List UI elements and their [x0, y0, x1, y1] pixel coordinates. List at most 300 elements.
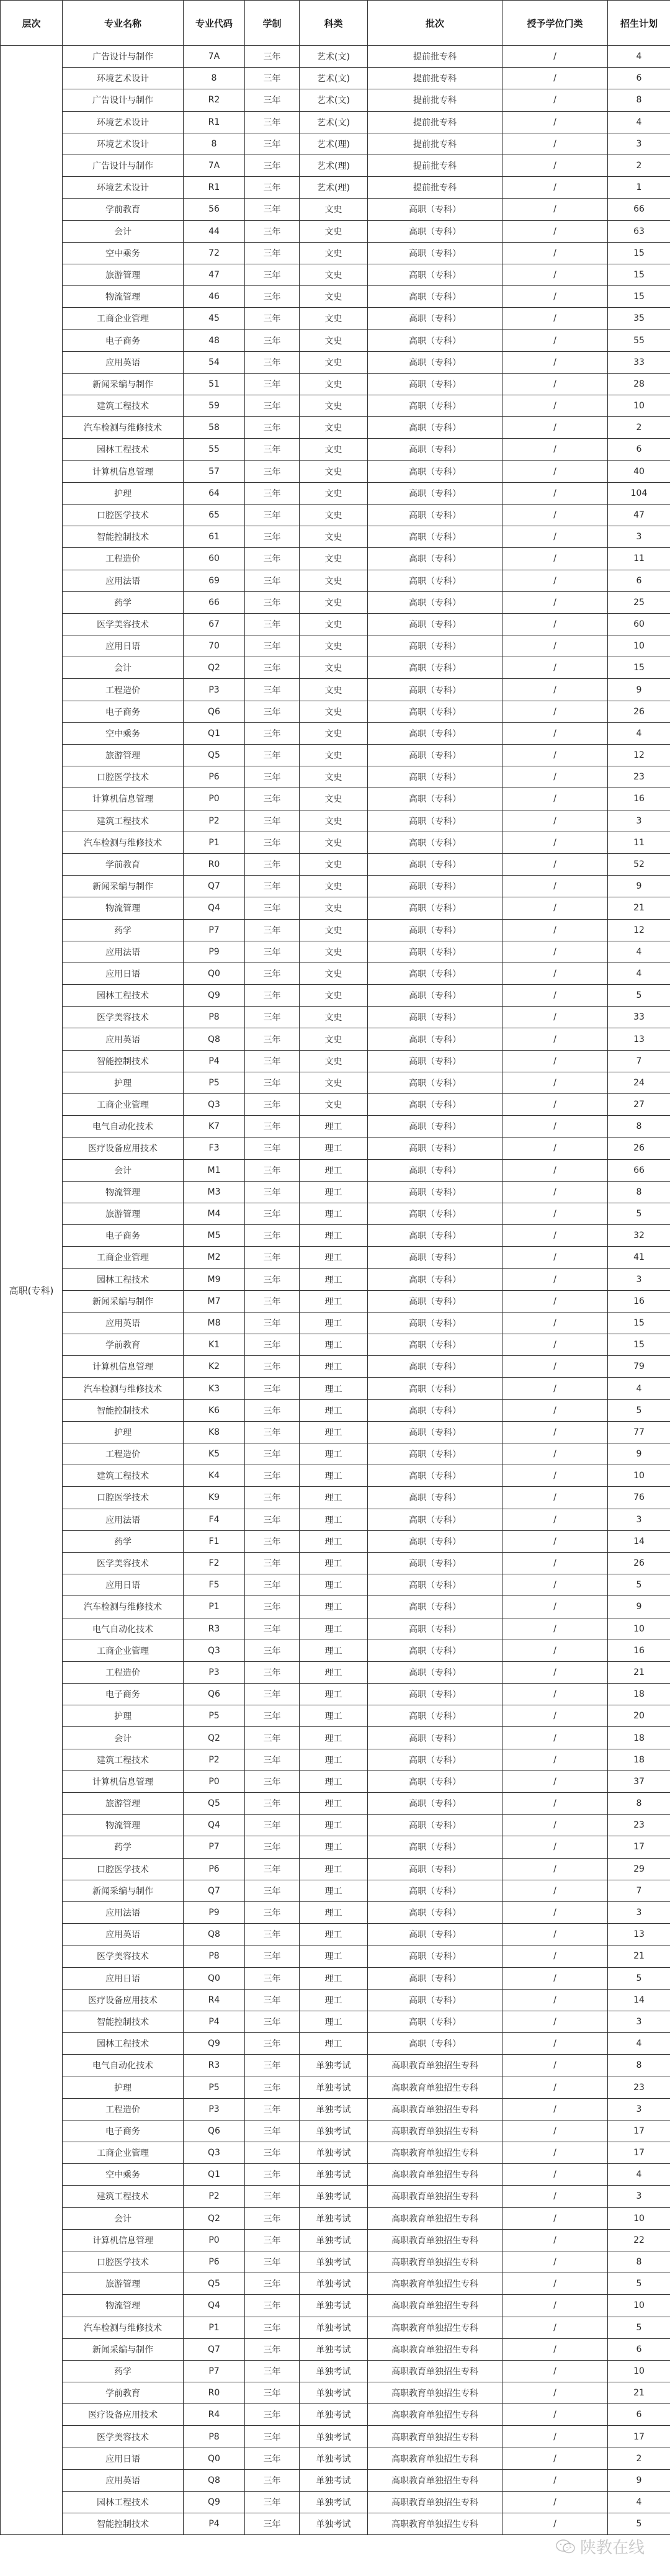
batch-cell: 提前批专科: [368, 46, 502, 68]
major-code-cell: Q8: [184, 1924, 245, 1945]
major-name-cell: 应用英语: [63, 351, 184, 373]
category-cell: 理工: [300, 1749, 368, 1770]
enrollment-plan-cell: 3: [608, 2011, 670, 2032]
duration-cell: 三年: [245, 1399, 300, 1421]
duration-cell: 三年: [245, 1094, 300, 1116]
degree-type-cell: /: [502, 1880, 608, 1901]
major-code-cell: 51: [184, 373, 245, 395]
table-row: [1, 504, 670, 526]
major-code-cell: R4: [184, 1989, 245, 2011]
major-code-cell: P5: [184, 2076, 245, 2098]
major-name-cell: 智能控制技术: [63, 526, 184, 548]
degree-type-cell: /: [502, 919, 608, 941]
enrollment-plan-cell: 4: [608, 46, 670, 68]
degree-type-cell: /: [502, 177, 608, 199]
degree-type-cell: /: [502, 745, 608, 766]
duration-cell: 三年: [245, 1203, 300, 1224]
table-row: [1, 1356, 670, 1378]
batch-cell: 高职（专科）: [368, 1509, 502, 1530]
category-cell: 单独考试: [300, 2142, 368, 2164]
category-cell: 单独考试: [300, 2382, 368, 2404]
batch-cell: 高职（专科）: [368, 1290, 502, 1312]
degree-type-cell: /: [502, 308, 608, 330]
batch-cell: 高职（专科）: [368, 897, 502, 919]
batch-cell: 高职（专科）: [368, 853, 502, 875]
duration-cell: 三年: [245, 679, 300, 701]
major-name-cell: 药学: [63, 1530, 184, 1552]
major-code-cell: P4: [184, 2011, 245, 2032]
degree-type-cell: /: [502, 1836, 608, 1858]
duration-cell: 三年: [245, 1574, 300, 1596]
major-name-cell: 新闻采编与制作: [63, 2338, 184, 2360]
category-cell: 文史: [300, 220, 368, 242]
enrollment-plan-cell: 7: [608, 1880, 670, 1901]
table-row: [1, 89, 670, 111]
enrollment-plan-cell: 13: [608, 1028, 670, 1050]
category-cell: 理工: [300, 1552, 368, 1574]
batch-cell: 提前批专科: [368, 155, 502, 176]
category-cell: 理工: [300, 1399, 368, 1421]
major-code-cell: 45: [184, 308, 245, 330]
enrollment-plan-cell: 33: [608, 351, 670, 373]
batch-cell: 高职（专科）: [368, 2011, 502, 2032]
table-row: [1, 2273, 670, 2295]
header-category: 科类: [300, 1, 368, 46]
enrollment-plan-cell: 4: [608, 722, 670, 744]
major-name-cell: 园林工程技术: [63, 2033, 184, 2055]
major-name-cell: 电气自动化技术: [63, 2055, 184, 2076]
major-name-cell: 计算机信息管理: [63, 460, 184, 482]
major-code-cell: Q3: [184, 1094, 245, 1116]
duration-cell: 三年: [245, 1705, 300, 1727]
duration-cell: 三年: [245, 133, 300, 155]
enrollment-plan-cell: 32: [608, 1225, 670, 1247]
enrollment-plan-cell: 21: [608, 1945, 670, 1967]
category-cell: 单独考试: [300, 2317, 368, 2338]
degree-type-cell: /: [502, 810, 608, 832]
batch-cell: 高职教育单独招生专科: [368, 2360, 502, 2382]
category-cell: 理工: [300, 1727, 368, 1749]
category-cell: 文史: [300, 351, 368, 373]
major-code-cell: R2: [184, 89, 245, 111]
degree-type-cell: /: [502, 1574, 608, 1596]
major-code-cell: 70: [184, 635, 245, 657]
major-name-cell: 应用英语: [63, 1028, 184, 1050]
enrollment-plan-cell: 25: [608, 591, 670, 613]
major-name-cell: 建筑工程技术: [63, 1749, 184, 1770]
enrollment-plan-cell: 3: [608, 2098, 670, 2120]
category-cell: 艺术(文): [300, 111, 368, 133]
major-name-cell: 工程造价: [63, 2098, 184, 2120]
duration-cell: 三年: [245, 373, 300, 395]
category-cell: 单独考试: [300, 2513, 368, 2535]
category-cell: 文史: [300, 876, 368, 897]
major-code-cell: Q0: [184, 1967, 245, 1989]
degree-type-cell: /: [502, 1094, 608, 1116]
category-cell: 文史: [300, 963, 368, 984]
header-major-code: 专业代码: [184, 1, 245, 46]
major-name-cell: 护理: [63, 1072, 184, 1093]
duration-cell: 三年: [245, 1138, 300, 1159]
enrollment-plan-cell: 3: [608, 1268, 670, 1290]
table-row: [1, 941, 670, 963]
degree-type-cell: /: [502, 1618, 608, 1640]
major-name-cell: 电子商务: [63, 2120, 184, 2142]
batch-cell: 高职（专科）: [368, 395, 502, 417]
table-row: [1, 482, 670, 504]
degree-type-cell: /: [502, 1967, 608, 1989]
major-code-cell: 66: [184, 591, 245, 613]
duration-cell: 三年: [245, 330, 300, 351]
category-cell: 文史: [300, 853, 368, 875]
duration-cell: 三年: [245, 1836, 300, 1858]
major-code-cell: M4: [184, 1203, 245, 1224]
table-row: [1, 1443, 670, 1465]
category-cell: 单独考试: [300, 2076, 368, 2098]
duration-cell: 三年: [245, 482, 300, 504]
enrollment-plan-cell: 5: [608, 985, 670, 1007]
batch-cell: 提前批专科: [368, 111, 502, 133]
batch-cell: 高职（专科）: [368, 1203, 502, 1224]
batch-cell: 高职（专科）: [368, 1247, 502, 1268]
major-name-cell: 广告设计与制作: [63, 46, 184, 68]
table-row: [1, 395, 670, 417]
duration-cell: 三年: [245, 1465, 300, 1487]
enrollment-plan-cell: 16: [608, 788, 670, 810]
major-name-cell: 建筑工程技术: [63, 2186, 184, 2207]
major-name-cell: 电子商务: [63, 1225, 184, 1247]
duration-cell: 三年: [245, 1815, 300, 1836]
degree-type-cell: /: [502, 2273, 608, 2295]
major-code-cell: Q2: [184, 1727, 245, 1749]
major-code-cell: Q1: [184, 722, 245, 744]
category-cell: 单独考试: [300, 2492, 368, 2513]
degree-type-cell: /: [502, 1443, 608, 1465]
category-cell: 理工: [300, 1618, 368, 1640]
batch-cell: 高职（专科）: [368, 1858, 502, 1880]
major-name-cell: 环境艺术设计: [63, 133, 184, 155]
major-code-cell: P2: [184, 810, 245, 832]
duration-cell: 三年: [245, 591, 300, 613]
major-code-cell: P0: [184, 2229, 245, 2251]
major-code-cell: Q2: [184, 2207, 245, 2229]
enrollment-plan-cell: 8: [608, 89, 670, 111]
major-name-cell: 药学: [63, 919, 184, 941]
duration-cell: 三年: [245, 919, 300, 941]
enrollment-plan-cell: 8: [608, 2055, 670, 2076]
duration-cell: 三年: [245, 2164, 300, 2186]
enrollment-plan-cell: 5: [608, 1203, 670, 1224]
table-row: [1, 810, 670, 832]
major-name-cell: 工商企业管理: [63, 1640, 184, 1661]
table-row: [1, 679, 670, 701]
batch-cell: 高职（专科）: [368, 1684, 502, 1705]
major-code-cell: 55: [184, 439, 245, 460]
enrollment-plan-cell: 15: [608, 264, 670, 285]
duration-cell: 三年: [245, 177, 300, 199]
table-row: [1, 2513, 670, 2535]
batch-cell: 高职（专科）: [368, 526, 502, 548]
degree-type-cell: /: [502, 68, 608, 89]
degree-type-cell: /: [502, 1793, 608, 1815]
enrollment-plan-cell: 10: [608, 2360, 670, 2382]
degree-type-cell: /: [502, 1334, 608, 1356]
category-cell: 理工: [300, 1509, 368, 1530]
degree-type-cell: /: [502, 766, 608, 788]
enrollment-plan-cell: 4: [608, 963, 670, 984]
category-cell: 单独考试: [300, 2098, 368, 2120]
enrollment-plan-cell: 11: [608, 548, 670, 570]
table-row: [1, 1793, 670, 1815]
major-code-cell: P8: [184, 2426, 245, 2448]
major-code-cell: 56: [184, 199, 245, 220]
major-name-cell: 药学: [63, 2360, 184, 2382]
major-code-cell: R1: [184, 111, 245, 133]
major-name-cell: 应用法语: [63, 941, 184, 963]
table-row: [1, 1159, 670, 1181]
duration-cell: 三年: [245, 1793, 300, 1815]
enrollment-plan-cell: 27: [608, 1094, 670, 1116]
duration-cell: 三年: [245, 220, 300, 242]
table-row: [1, 2120, 670, 2142]
category-cell: 文史: [300, 810, 368, 832]
major-name-cell: 智能控制技术: [63, 1050, 184, 1072]
category-cell: 理工: [300, 1356, 368, 1378]
enrollment-plan-cell: 6: [608, 68, 670, 89]
table-row: [1, 2469, 670, 2491]
major-code-cell: 72: [184, 242, 245, 264]
batch-cell: 高职（专科）: [368, 1793, 502, 1815]
major-code-cell: M9: [184, 1268, 245, 1290]
table-row: [1, 111, 670, 133]
degree-type-cell: /: [502, 1596, 608, 1618]
batch-cell: 高职（专科）: [368, 941, 502, 963]
category-cell: 文史: [300, 1072, 368, 1093]
major-code-cell: Q6: [184, 701, 245, 722]
batch-cell: 高职（专科）: [368, 1050, 502, 1072]
major-name-cell: 汽车检测与维修技术: [63, 417, 184, 439]
duration-cell: 三年: [245, 2448, 300, 2469]
batch-cell: 高职教育单独招生专科: [368, 2251, 502, 2273]
enrollment-plan-cell: 77: [608, 1421, 670, 1443]
batch-cell: 高职（专科）: [368, 919, 502, 941]
duration-cell: 三年: [245, 1247, 300, 1268]
degree-type-cell: /: [502, 2055, 608, 2076]
category-cell: 理工: [300, 1836, 368, 1858]
major-code-cell: F1: [184, 1530, 245, 1552]
category-cell: 文史: [300, 330, 368, 351]
enrollment-plan-cell: 47: [608, 504, 670, 526]
batch-cell: 高职（专科）: [368, 1815, 502, 1836]
table-row: [1, 2164, 670, 2186]
table-row: [1, 548, 670, 570]
category-cell: 文史: [300, 286, 368, 308]
category-cell: 单独考试: [300, 2469, 368, 2491]
batch-cell: 高职教育单独招生专科: [368, 2229, 502, 2251]
batch-cell: 高职（专科）: [368, 876, 502, 897]
table-row: [1, 199, 670, 220]
major-name-cell: 学前教育: [63, 199, 184, 220]
batch-cell: 高职教育单独招生专科: [368, 2469, 502, 2491]
major-name-cell: 应用英语: [63, 1924, 184, 1945]
degree-type-cell: /: [502, 876, 608, 897]
batch-cell: 高职（专科）: [368, 373, 502, 395]
batch-cell: 高职教育单独招生专科: [368, 2513, 502, 2535]
major-code-cell: P3: [184, 1661, 245, 1683]
category-cell: 单独考试: [300, 2426, 368, 2448]
major-name-cell: 工商企业管理: [63, 1247, 184, 1268]
table-row: [1, 264, 670, 285]
degree-type-cell: /: [502, 2142, 608, 2164]
table-row: [1, 1094, 670, 1116]
enrollment-plan-cell: 24: [608, 1072, 670, 1093]
major-name-cell: 医学美容技术: [63, 1945, 184, 1967]
major-code-cell: 7A: [184, 46, 245, 68]
batch-cell: 高职教育单独招生专科: [368, 2186, 502, 2207]
degree-type-cell: /: [502, 1268, 608, 1290]
category-cell: 单独考试: [300, 2164, 368, 2186]
category-cell: 理工: [300, 1465, 368, 1487]
duration-cell: 三年: [245, 286, 300, 308]
degree-type-cell: /: [502, 2513, 608, 2535]
batch-cell: 高职（专科）: [368, 745, 502, 766]
major-name-cell: 医疗设备应用技术: [63, 2404, 184, 2426]
category-cell: 理工: [300, 1116, 368, 1138]
major-name-cell: 会计: [63, 1727, 184, 1749]
degree-type-cell: /: [502, 155, 608, 176]
duration-cell: 三年: [245, 264, 300, 285]
major-code-cell: Q3: [184, 2142, 245, 2164]
table-row: [1, 351, 670, 373]
table-row: [1, 635, 670, 657]
enrollment-plan-cell: 5: [608, 1574, 670, 1596]
enrollment-plan-cell: 13: [608, 1924, 670, 1945]
duration-cell: 三年: [245, 745, 300, 766]
duration-cell: 三年: [245, 1640, 300, 1661]
batch-cell: 高职教育单独招生专科: [368, 2426, 502, 2448]
table-row: [1, 1684, 670, 1705]
table-row: [1, 2033, 670, 2055]
enrollment-plan-cell: 18: [608, 1727, 670, 1749]
major-code-cell: K3: [184, 1378, 245, 1399]
table-row: [1, 220, 670, 242]
duration-cell: 三年: [245, 242, 300, 264]
table-row: [1, 1967, 670, 1989]
batch-cell: 高职（专科）: [368, 722, 502, 744]
table-row: [1, 2229, 670, 2251]
enrollment-plan-cell: 11: [608, 832, 670, 853]
table-row: [1, 1618, 670, 1640]
batch-cell: 高职（专科）: [368, 591, 502, 613]
major-name-cell: 物流管理: [63, 2295, 184, 2317]
category-cell: 理工: [300, 1138, 368, 1159]
major-code-cell: P7: [184, 919, 245, 941]
degree-type-cell: /: [502, 985, 608, 1007]
major-code-cell: M7: [184, 1290, 245, 1312]
degree-type-cell: /: [502, 963, 608, 984]
duration-cell: 三年: [245, 199, 300, 220]
major-code-cell: Q5: [184, 745, 245, 766]
duration-cell: 三年: [245, 2273, 300, 2295]
duration-cell: 三年: [245, 963, 300, 984]
table-row: [1, 2382, 670, 2404]
enrollment-plan-cell: 3: [608, 526, 670, 548]
category-cell: 理工: [300, 1661, 368, 1683]
duration-cell: 三年: [245, 2338, 300, 2360]
category-cell: 文史: [300, 199, 368, 220]
duration-cell: 三年: [245, 2098, 300, 2120]
table-row: [1, 1399, 670, 1421]
degree-type-cell: /: [502, 439, 608, 460]
duration-cell: 三年: [245, 2513, 300, 2535]
major-name-cell: 工商企业管理: [63, 1094, 184, 1116]
category-cell: 单独考试: [300, 2251, 368, 2273]
duration-cell: 三年: [245, 46, 300, 68]
degree-type-cell: /: [502, 220, 608, 242]
batch-cell: 高职（专科）: [368, 613, 502, 635]
enrollment-plan-cell: 10: [608, 635, 670, 657]
enrollment-plan-cell: 28: [608, 373, 670, 395]
major-code-cell: P4: [184, 2513, 245, 2535]
table-row: [1, 2207, 670, 2229]
batch-cell: 高职教育单独招生专科: [368, 2448, 502, 2469]
major-code-cell: R3: [184, 1618, 245, 1640]
category-cell: 文史: [300, 745, 368, 766]
batch-cell: 高职（专科）: [368, 1378, 502, 1399]
batch-cell: 高职（专科）: [368, 308, 502, 330]
major-code-cell: K5: [184, 1443, 245, 1465]
table-header-row: [1, 1, 670, 46]
major-name-cell: 会计: [63, 220, 184, 242]
major-code-cell: R4: [184, 2404, 245, 2426]
category-cell: 艺术(文): [300, 89, 368, 111]
major-name-cell: 会计: [63, 1159, 184, 1181]
duration-cell: 三年: [245, 1225, 300, 1247]
degree-type-cell: /: [502, 2448, 608, 2469]
degree-type-cell: /: [502, 679, 608, 701]
duration-cell: 三年: [245, 395, 300, 417]
major-code-cell: M5: [184, 1225, 245, 1247]
enrollment-plan-cell: 66: [608, 199, 670, 220]
major-name-cell: 园林工程技术: [63, 2492, 184, 2513]
major-code-cell: K8: [184, 1421, 245, 1443]
degree-type-cell: /: [502, 2317, 608, 2338]
duration-cell: 三年: [245, 2295, 300, 2317]
degree-type-cell: /: [502, 1138, 608, 1159]
table-row: [1, 1116, 670, 1138]
enrollment-plan-cell: 21: [608, 897, 670, 919]
degree-type-cell: /: [502, 373, 608, 395]
major-code-cell: Q9: [184, 2033, 245, 2055]
duration-cell: 三年: [245, 351, 300, 373]
major-code-cell: P8: [184, 1945, 245, 1967]
major-name-cell: 智能控制技术: [63, 1399, 184, 1421]
header-degree-type: 授予学位门类: [502, 1, 608, 46]
major-name-cell: 空中乘务: [63, 242, 184, 264]
table-row: [1, 1989, 670, 2011]
enrollment-plan-cell: 33: [608, 1007, 670, 1028]
degree-type-cell: /: [502, 1901, 608, 1923]
duration-cell: 三年: [245, 853, 300, 875]
degree-type-cell: /: [502, 548, 608, 570]
major-name-cell: 药学: [63, 1836, 184, 1858]
table-row: [1, 177, 670, 199]
table-row: [1, 1050, 670, 1072]
major-code-cell: 48: [184, 330, 245, 351]
category-cell: 文史: [300, 897, 368, 919]
major-code-cell: Q8: [184, 2469, 245, 2491]
enrollment-plan-cell: 52: [608, 853, 670, 875]
